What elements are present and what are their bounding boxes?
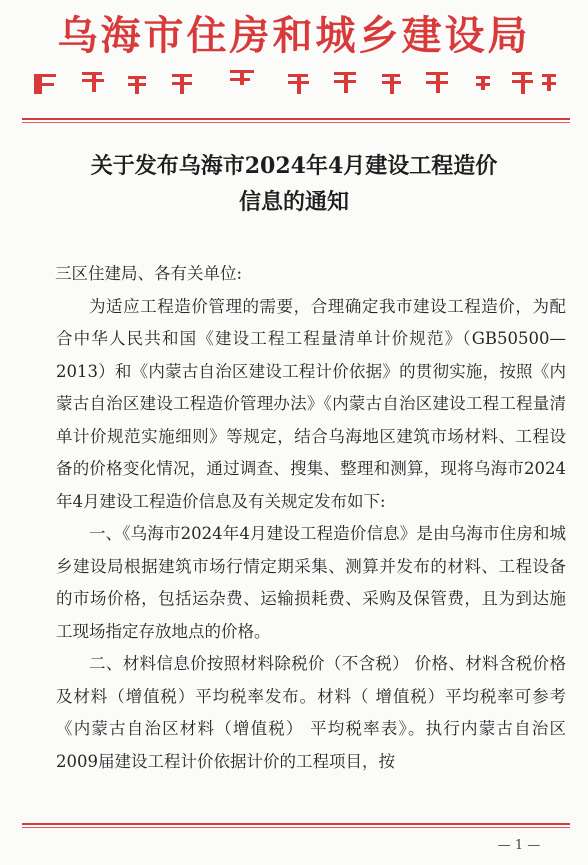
salutation: 三区住建局、各有关单位: <box>55 264 243 283</box>
document-body <box>56 258 566 778</box>
paragraph-2: 一、《乌海市2024年4月建设工程造价信息》是由乌海市住房和城乡建设局根据建筑市场行情定期采集、测算并发布的材料、工程设备的市场价格，包括运杂费、运输损耗费、采购及保管费，且为到达施工现场指定存放地点的价格。 <box>56 524 566 641</box>
document-title <box>40 148 548 220</box>
paragraph-3: 二、材料信息价按照材料除税价（不含税） 价格、材料含税价格及材料（增值税）平均税率发布。材料（ 增值税）平均税率可参考《内蒙古自治区材料（增值税） 平均税率表》。执行内蒙古自治区2009届建设工程计价依据计价的工程项目，按 <box>56 654 566 771</box>
page-number: — 1 — <box>497 838 541 853</box>
title-line-1: 关于发布乌海市2024年4月建设工程造价 <box>90 153 498 179</box>
mongolian-script-emblem <box>30 66 560 100</box>
header-red-rule-thin <box>22 122 570 123</box>
footer-red-rule <box>22 823 570 825</box>
organization-header: 乌海市住房和城乡建设局 <box>57 12 531 59</box>
footer-red-rule-thin <box>22 827 570 828</box>
paragraph-1: 为适应工程造价管理的需要，合理确定我市建设工程造价，为配合中华人民共和国《建设工程工程量清单计价规范》（GB50500—2013）和《内蒙古自治区建设工程计价依据》的贯彻实施，按照《内蒙古自治区建设工程造价管理办法》《内蒙古自治区建设工程工程量清单计价规范实施细则》等规定，结合乌海地区建筑市场材料、工程设备的价格变化情况，通过调查、搜集、整理和测算，现将乌海市2024年4月建设工程造价信息及有关规定发布如下: <box>56 296 566 511</box>
title-line-2: 信息的通知 <box>238 189 349 215</box>
header-red-rule <box>22 118 570 120</box>
